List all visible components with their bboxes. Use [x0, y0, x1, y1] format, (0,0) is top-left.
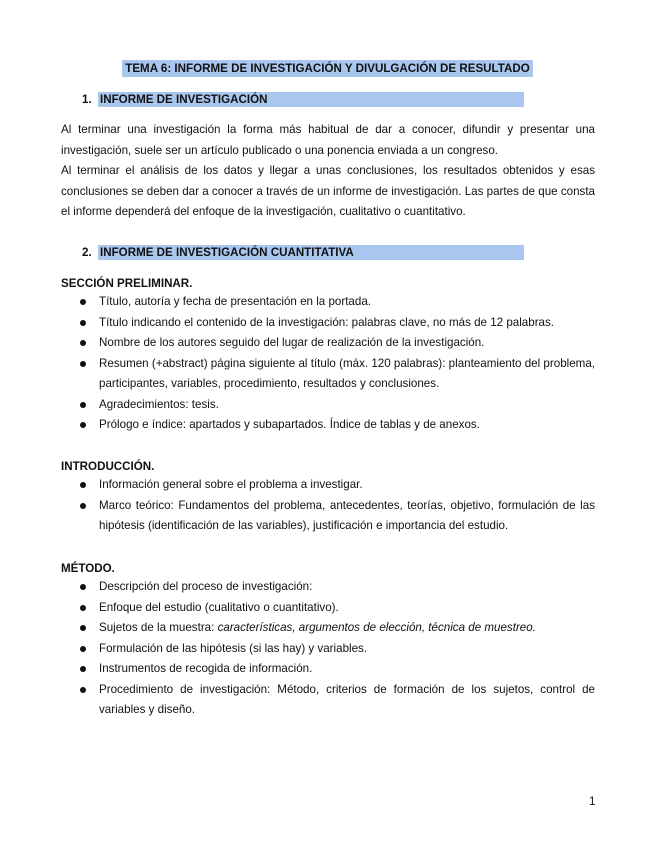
- italic-text: características, argumentos de elección, técnica de muestreo.: [217, 621, 536, 634]
- section-1-number: 1.: [82, 93, 92, 106]
- document-title: TEMA 6: INFORME DE INVESTIGACIÓN Y DIVULGACIÓN DE RESULTADO: [122, 60, 533, 77]
- list-item: Descripción del proceso de investigación:: [0, 577, 595, 598]
- bullet-icon: [80, 482, 86, 488]
- paragraph-line: investigación, suele ser un artículo publicado o una ponencia enviada a un congreso.: [61, 143, 498, 157]
- section-1-heading: INFORME DE INVESTIGACIÓN: [98, 92, 524, 107]
- bullet-icon: [80, 605, 86, 611]
- section-2-heading: INFORME DE INVESTIGACIÓN CUANTITATIVA: [98, 245, 524, 260]
- section-1-paragraph: [61, 120, 595, 223]
- paragraph-line: el informe dependerá del enfoque de la investigación, cualitativo o cuantitativo.: [61, 205, 466, 218]
- bullet-icon: [80, 503, 86, 509]
- list-item: Procedimiento de investigación: Método, criterios de formación de los sujetos, control de variables y diseño.: [0, 680, 595, 721]
- bullet-icon: [80, 666, 86, 672]
- paragraph-line: Al terminar el análisis de los datos y llegar a unas conclusiones, los resultados obtenidos y esas: [61, 164, 595, 177]
- metodo-heading: MÉTODO.: [61, 562, 115, 575]
- list-item: Sujetos de la muestra: características, argumentos de elección, técnica de muestreo.: [0, 618, 595, 639]
- paragraph-line: Al terminar una investigación la forma más habitual de dar a conocer, difundir y presentar una: [61, 123, 595, 136]
- introduccion-heading: INTRODUCCIÓN.: [61, 460, 155, 473]
- bullet-icon: [80, 299, 86, 305]
- list-item: Instrumentos de recogida de información.: [0, 659, 595, 680]
- bullet-icon: [80, 625, 86, 631]
- list-item: Enfoque del estudio (cualitativo o cuantitativo).: [0, 598, 595, 619]
- bullet-icon: [80, 646, 86, 652]
- section-2-number: 2.: [82, 246, 92, 259]
- list-item: Resumen (+abstract) página siguiente al título (máx. 120 palabras): planteamiento del problema, participantes, variables, procedimiento, resultados y conclusiones.: [0, 354, 595, 395]
- bullet-icon: [80, 361, 86, 367]
- list-item: Marco teórico: Fundamentos del problema, antecedentes, teorías, objetivo, formulación de las hipótesis (identificación de las variables), justificación e importancia del estudio.: [0, 496, 595, 537]
- list-item: Información general sobre el problema a investigar.: [0, 475, 595, 496]
- list-item: Título indicando el contenido de la investigación: palabras clave, no más de 12 palabras.: [0, 313, 595, 334]
- preliminar-heading: SECCIÓN PRELIMINAR.: [61, 277, 193, 290]
- list-item: Título, autoría y fecha de presentación en la portada.: [0, 292, 595, 313]
- page-number: 1: [589, 795, 596, 808]
- bullet-icon: [80, 422, 86, 428]
- metodo-list: [0, 577, 655, 721]
- introduccion-list: [0, 475, 655, 537]
- bullet-icon: [80, 687, 86, 693]
- list-item: Prólogo e índice: apartados y subapartados. Índice de tablas y de anexos.: [0, 415, 595, 436]
- list-item: Nombre de los autores seguido del lugar de realización de la investigación.: [0, 333, 595, 354]
- bullet-icon: [80, 584, 86, 590]
- bullet-icon: [80, 320, 86, 326]
- list-item: Agradecimientos: tesis.: [0, 395, 595, 416]
- bullet-icon: [80, 402, 86, 408]
- list-item: Formulación de las hipótesis (si las hay) y variables.: [0, 639, 595, 660]
- bullet-icon: [80, 340, 86, 346]
- preliminar-list: [0, 292, 655, 436]
- paragraph-line: conclusiones se deben dar a conocer a través de un informe de investigación. Las partes de que consta: [61, 184, 595, 198]
